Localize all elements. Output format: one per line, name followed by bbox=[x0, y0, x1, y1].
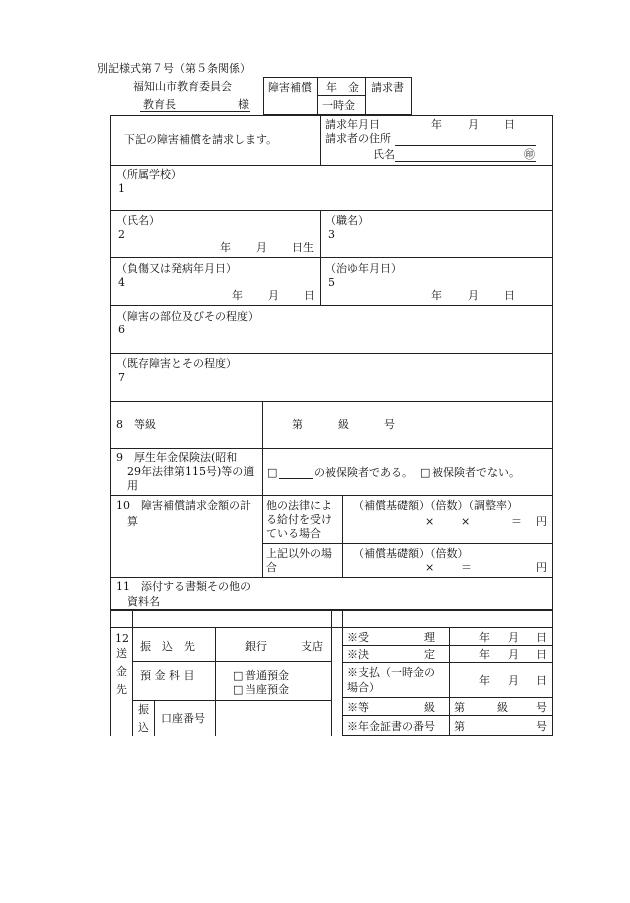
request-date-month: 月 bbox=[468, 118, 479, 131]
request-address-label: 請求者の住所 bbox=[325, 132, 391, 145]
request-date-label: 請求年月日 bbox=[325, 118, 380, 131]
other-law-1: 他の法律によ bbox=[266, 499, 332, 512]
other-case-2: 合 bbox=[266, 561, 277, 574]
pension-law-label-3: 用 bbox=[127, 479, 138, 492]
seal-mark: ㊞ bbox=[524, 148, 535, 161]
other-case-1: 上記以外の場 bbox=[266, 547, 332, 560]
request-name-label: 氏名 bbox=[373, 148, 395, 161]
pension-law-label-2: 29年法律第115号)等の適 bbox=[127, 465, 255, 478]
formula1-eq: ＝ bbox=[511, 515, 522, 528]
cure-day: 日 bbox=[504, 289, 515, 302]
office-paid-year: 年 bbox=[479, 674, 490, 687]
pension-law-label-1: 9 厚生年金保険法(昭和 bbox=[116, 451, 238, 464]
position-label: （職名） bbox=[325, 214, 369, 227]
cure-label: （治ゆ年月日） bbox=[325, 262, 402, 275]
remit-ordinary: 普通預金 bbox=[245, 669, 289, 682]
attachments-label-2: 資料名 bbox=[127, 595, 160, 608]
office-cert: ※年金証書の番号 bbox=[347, 720, 435, 733]
remit-transfer-v2: 込 bbox=[138, 721, 149, 734]
not-insured-checkbox[interactable]: □ bbox=[420, 466, 431, 479]
part-label: （障害の部位及びその程度） bbox=[116, 310, 259, 323]
request-date-day: 日 bbox=[504, 118, 515, 131]
other-law-3: ている場合 bbox=[266, 527, 321, 540]
office-decided-month: 月 bbox=[508, 648, 519, 661]
grade-label: 8 等級 bbox=[116, 418, 156, 431]
form-number: 別記様式第７号（第５条関係） bbox=[97, 62, 251, 75]
office-decided-day: 日 bbox=[536, 648, 547, 661]
position-no: 3 bbox=[328, 228, 335, 241]
addressee-org: 福知山市教育委員会 bbox=[133, 80, 232, 93]
remit-section-v3: 先 bbox=[116, 683, 127, 696]
name-line bbox=[395, 161, 536, 162]
remit-transfer-v1: 振 bbox=[138, 703, 149, 716]
school-label: （所属学校） bbox=[116, 168, 182, 181]
option-pension: 年 金 bbox=[326, 81, 359, 94]
addressee-underline bbox=[140, 111, 250, 112]
formula1-times2: × bbox=[461, 515, 471, 528]
formula1-header: （補償基礎額）（倍数）（調整率） bbox=[353, 499, 518, 512]
office-received-year: 年 bbox=[479, 631, 490, 644]
grade-kyu: 級 bbox=[338, 418, 349, 431]
office-grade-kyu: 級 bbox=[497, 701, 508, 714]
not-insured-text: 被保険者でない。 bbox=[432, 466, 520, 479]
checking-checkbox[interactable]: □ bbox=[233, 683, 244, 696]
remit-section-no: 12 bbox=[115, 632, 129, 645]
remit-bank: 銀行 bbox=[245, 640, 267, 653]
doc-title: 請求書 bbox=[371, 81, 404, 94]
grade-go: 号 bbox=[384, 418, 395, 431]
existing-no: 7 bbox=[118, 371, 125, 384]
remit-section-v2: 金 bbox=[116, 665, 127, 678]
cure-no: 5 bbox=[328, 276, 335, 289]
office-grade-dai: 第 bbox=[454, 701, 465, 714]
office-received-day: 日 bbox=[536, 631, 547, 644]
amount-label-2: 算 bbox=[127, 515, 138, 528]
office-paid-day: 日 bbox=[536, 674, 547, 687]
office-cert-dai: 第 bbox=[454, 720, 465, 733]
office-received: ※受 理 bbox=[347, 631, 435, 644]
birth-year: 年 bbox=[220, 241, 231, 254]
office-paid-month: 月 bbox=[508, 674, 519, 687]
office-grade: ※等 級 bbox=[347, 701, 435, 714]
injury-label: （負傷又は発病年月日） bbox=[116, 262, 237, 275]
office-received-month: 月 bbox=[508, 631, 519, 644]
request-statement: 下記の障害補償を請求します。 bbox=[124, 133, 278, 146]
grade-dai: 第 bbox=[292, 418, 303, 431]
name-no: 2 bbox=[118, 228, 125, 241]
school-no: 1 bbox=[118, 182, 125, 195]
ordinary-checkbox[interactable]: □ bbox=[233, 669, 244, 682]
remit-dest-label: 振 込 先 bbox=[140, 640, 195, 653]
insured-text: の被保険者である。 bbox=[314, 466, 413, 479]
formula2-header: （補償基礎額）（倍数） bbox=[353, 547, 469, 560]
name-label: （氏名） bbox=[116, 214, 160, 227]
amount-label-1: 10 障害補償請求金額の計 bbox=[116, 499, 251, 512]
formula1-times1: × bbox=[425, 515, 435, 528]
addressee-title: 教育長 bbox=[143, 98, 176, 111]
office-paid-2: 場合） bbox=[347, 681, 380, 694]
injury-no: 4 bbox=[118, 276, 125, 289]
attachments-label-1: 11 添付する書類その他の bbox=[116, 580, 251, 593]
formula2-eq: ＝ bbox=[461, 561, 472, 574]
addressee-sama: 様 bbox=[238, 98, 249, 111]
birth-day: 日生 bbox=[292, 241, 314, 254]
injury-year: 年 bbox=[232, 289, 243, 302]
office-paid-1: ※支払（一時金の bbox=[347, 666, 435, 679]
address-line bbox=[395, 145, 536, 146]
formula2-times: × bbox=[425, 561, 435, 574]
other-law-2: る給付を受け bbox=[266, 513, 332, 526]
remit-branch: 支店 bbox=[301, 640, 323, 653]
cure-year: 年 bbox=[431, 289, 442, 302]
office-decided: ※決 定 bbox=[347, 648, 435, 661]
office-decided-year: 年 bbox=[479, 648, 490, 661]
formula2-unit: 円 bbox=[536, 561, 547, 574]
office-cert-go: 号 bbox=[536, 720, 547, 733]
remit-section-v1: 送 bbox=[116, 647, 127, 660]
injury-month: 月 bbox=[268, 289, 279, 302]
remit-account-type-label: 預 金 科 目 bbox=[140, 669, 195, 682]
remit-account-no-label: 口座番号 bbox=[161, 712, 205, 725]
insured-blank bbox=[279, 478, 313, 479]
cure-month: 月 bbox=[468, 289, 479, 302]
option-lump-sum: 一時金 bbox=[322, 99, 355, 112]
insured-checkbox[interactable]: □ bbox=[267, 466, 278, 479]
existing-label: （既存障害とその程度） bbox=[116, 357, 237, 370]
formula1-unit: 円 bbox=[536, 515, 547, 528]
remit-checking: 当座預金 bbox=[245, 683, 289, 696]
office-grade-go: 号 bbox=[536, 701, 547, 714]
birth-month: 月 bbox=[256, 241, 267, 254]
part-no: 6 bbox=[118, 323, 125, 336]
request-date-year: 年 bbox=[431, 118, 442, 131]
injury-day: 日 bbox=[304, 289, 315, 302]
type-label: 障害補償 bbox=[268, 81, 312, 94]
